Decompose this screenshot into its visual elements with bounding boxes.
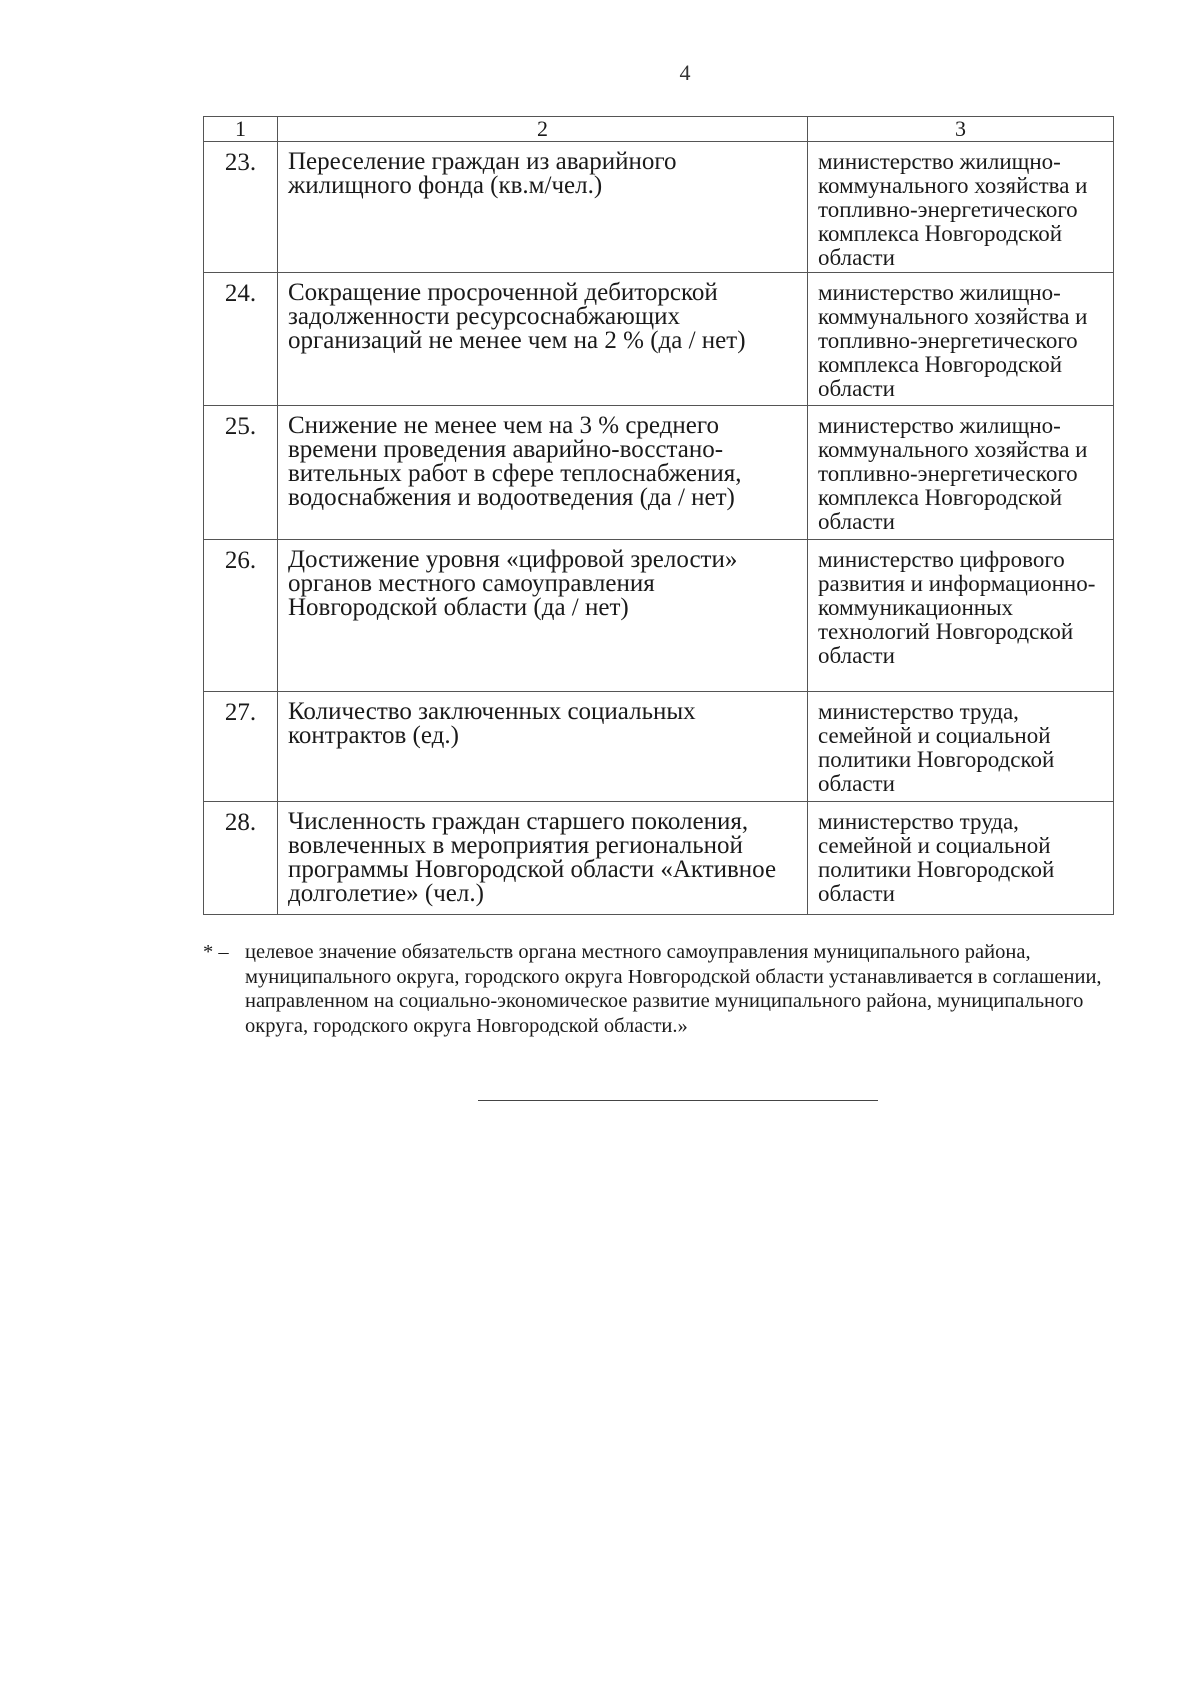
page-number: 4 [679, 60, 691, 85]
closing-divider [478, 1100, 878, 1101]
row-number: 26. [204, 540, 278, 692]
indicator-name: Количество заключенных социальных контрактов (ед.) [278, 692, 808, 802]
table-row [204, 142, 1114, 273]
responsible-body: министерство труда, семейной и социальной политики Новгородской области [808, 692, 1114, 802]
indicators-table [203, 116, 1114, 915]
table-row [204, 273, 1114, 406]
row-number: 24. [204, 273, 278, 406]
responsible-body: министерство жилищно-коммунального хозяйства и топливно-энергетического комплекса Новгородской области [808, 406, 1114, 540]
footnote-mark: * – [203, 941, 229, 963]
row-number: 27. [204, 692, 278, 802]
row-number: 23. [204, 142, 278, 273]
responsible-body: министерство жилищно-коммунального хозяйства и топливно-энергетического комплекса Новгородской области [808, 142, 1114, 273]
row-number: 28. [204, 802, 278, 915]
indicator-name: Снижение не менее чем на 3 % среднего времени проведения аварийно-восстано-вительных работ в сфере теплоснабжения, водоснабжения и водоотведения (да / нет) [278, 406, 808, 540]
table-row [204, 540, 1114, 692]
table-row [204, 406, 1114, 540]
responsible-body: министерство цифрового развития и информационно-коммуникационных технологий Новгородской области [808, 540, 1114, 692]
column-header-number: 1 [204, 117, 278, 142]
indicator-name: Численность граждан старшего поколения, вовлеченных в мероприятия региональной программы Новгородской области «Активное долголетие» (чел.) [278, 802, 808, 915]
column-header-indicator: 2 [278, 117, 808, 142]
row-number: 25. [204, 406, 278, 540]
column-header-responsible: 3 [808, 117, 1114, 142]
table-row [204, 692, 1114, 802]
indicator-name: Сокращение просроченной дебиторской задолженности ресурсоснабжающих организаций не менее чем на 2 % (да / нет) [278, 273, 808, 406]
responsible-body: министерство труда, семейной и социальной политики Новгородской области [808, 802, 1114, 915]
footnote [203, 940, 1143, 1038]
footnote-text: целевое значение обязательств органа местного самоуправления муниципального района, муниципального округа, городского округа Новгородской области устанавливается в соглашении, направленном на социально-экономическое развитие муниципального района, муниципального округа, городского округа Новгородской области.» [245, 941, 1102, 1037]
indicator-name: Достижение уровня «цифровой зрелости» органов местного самоуправления Новгородской области (да / нет) [278, 540, 808, 692]
indicator-name: Переселение граждан из аварийного жилищного фонда (кв.м/чел.) [278, 142, 808, 273]
responsible-body: министерство жилищно-коммунального хозяйства и топливно-энергетического комплекса Новгородской области [808, 273, 1114, 406]
table-row [204, 802, 1114, 915]
table-header-row [204, 117, 1114, 142]
